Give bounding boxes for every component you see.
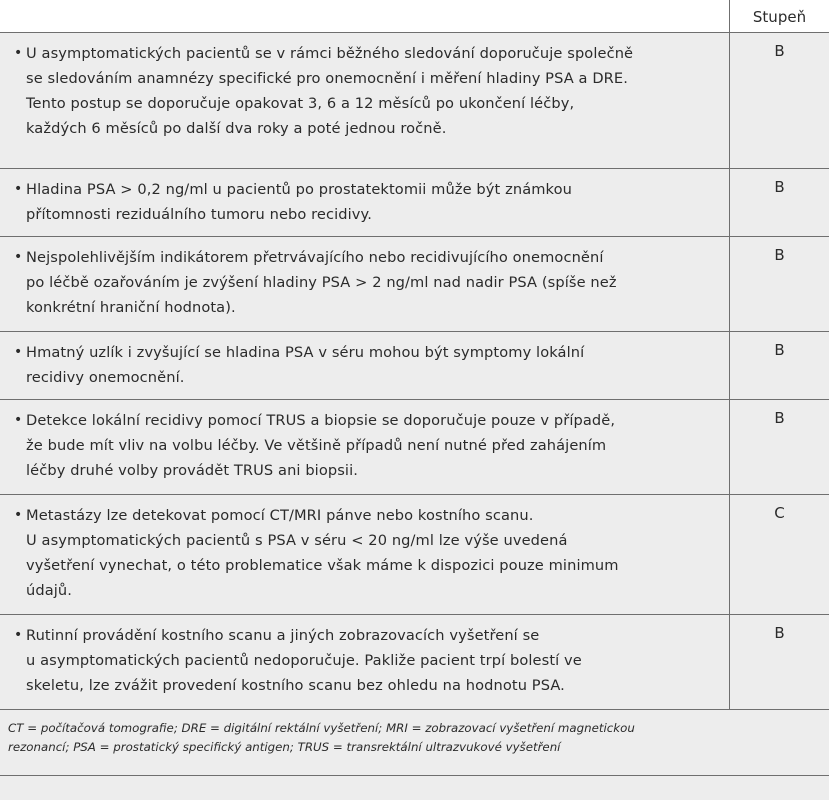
bullet-icon: • bbox=[14, 507, 23, 523]
recommendation-line: že bude mít vliv na volbu léčby. Ve většině případů není nutné před zahájením bbox=[26, 437, 607, 454]
bullet-icon: • bbox=[14, 181, 23, 197]
grade-cell: C bbox=[729, 495, 829, 614]
recommendation-line: Tento postup se doporučuje opakovat 3, 6 a 12 měsíců po ukončení léčby, bbox=[26, 95, 575, 112]
recommendation-line: Detekce lokální recidivy pomocí TRUS a biopsie se doporučuje pouze v případě, bbox=[26, 412, 616, 429]
recommendation-line: Nejspolehlivějším indikátorem přetrvávajícího nebo recidivujícího onemocnění bbox=[26, 249, 604, 266]
grade-column-header: Stupeň bbox=[729, 0, 829, 32]
recommendation-line: U asymptomatických pacientů s PSA v séru < 20 ng/ml lze výše uvedená bbox=[26, 532, 568, 549]
recommendation-line: U asymptomatických pacientů se v rámci běžného sledování doporučuje společně bbox=[26, 45, 634, 62]
table-row bbox=[0, 614, 829, 709]
bullet-icon: • bbox=[14, 45, 23, 61]
recommendation-cell bbox=[0, 237, 729, 331]
grade-cell: B bbox=[729, 33, 829, 168]
recommendation-line: Hmatný uzlík i zvyšující se hladina PSA v séru mohou být symptomy lokální bbox=[26, 344, 585, 361]
recommendation-text bbox=[26, 41, 717, 168]
grade-cell: B bbox=[729, 169, 829, 236]
table-row bbox=[0, 399, 829, 494]
table-header-row bbox=[0, 0, 829, 32]
bullet-icon: • bbox=[14, 249, 23, 265]
recommendation-line: léčby druhé volby provádět TRUS ani biopsii. bbox=[26, 462, 358, 479]
grade-cell: B bbox=[729, 237, 829, 331]
bullet-icon: • bbox=[14, 344, 23, 360]
recommendation-cell bbox=[0, 169, 729, 236]
table-bottom-border bbox=[0, 775, 829, 776]
recommendation-line: se sledováním anamnézy specifické pro onemocnění i měření hladiny PSA a DRE. bbox=[26, 70, 628, 87]
recommendation-line: údajů. bbox=[26, 582, 72, 599]
bullet-icon: • bbox=[14, 627, 23, 643]
recommendation-text bbox=[26, 503, 717, 614]
recommendation-cell bbox=[0, 33, 729, 168]
recommendation-cell bbox=[0, 495, 729, 614]
recommendation-text bbox=[26, 245, 717, 331]
table-row bbox=[0, 331, 829, 399]
header-empty-cell bbox=[0, 0, 729, 32]
grade-cell: B bbox=[729, 615, 829, 709]
recommendation-line: skeletu, lze zvážit provedení kostního scanu bez ohledu na hodnotu PSA. bbox=[26, 677, 565, 694]
recommendation-cell bbox=[0, 332, 729, 399]
grade-cell: B bbox=[729, 400, 829, 494]
recommendation-text bbox=[26, 340, 717, 399]
table-row bbox=[0, 168, 829, 236]
table-row bbox=[0, 494, 829, 614]
grade-cell: B bbox=[729, 332, 829, 399]
recommendations-table bbox=[0, 32, 829, 709]
recommendation-line: konkrétní hraniční hodnota). bbox=[26, 299, 236, 316]
recommendation-line: každých 6 měsíců po další dva roky a poté jednou ročně. bbox=[26, 120, 447, 137]
recommendation-text bbox=[26, 177, 717, 236]
table-row bbox=[0, 32, 829, 168]
recommendation-line: po léčbě ozařováním je zvýšení hladiny PSA > 2 ng/ml nad nadir PSA (spíše než bbox=[26, 274, 617, 291]
table-footnote bbox=[0, 709, 829, 775]
recommendation-line: u asymptomatických pacientů nedoporučuje. Pakliže pacient trpí bolestí ve bbox=[26, 652, 582, 669]
recommendation-line: Hladina PSA > 0,2 ng/ml u pacientů po prostatektomii může být známkou bbox=[26, 181, 572, 198]
recommendation-text bbox=[26, 408, 717, 494]
recommendation-line: Metastázy lze detekovat pomocí CT/MRI pánve nebo kostního scanu. bbox=[26, 507, 534, 524]
recommendation-line: recidivy onemocnění. bbox=[26, 369, 185, 386]
recommendation-line: vyšetření vynechat, o této problematice však máme k dispozici pouze minimum bbox=[26, 557, 619, 574]
recommendation-text bbox=[26, 623, 717, 709]
footnote-line-1: CT = počítačová tomografie; DRE = digitální rektální vyšetření; MRI = zobrazovací vyšetření magnetickou bbox=[8, 721, 635, 735]
recommendation-line: Rutinní provádění kostního scanu a jiných zobrazovacích vyšetření se bbox=[26, 627, 540, 644]
footnote-line-2: rezonancí; PSA = prostatický specifický antigen; TRUS = transrektální ultrazvukové vyšetření bbox=[8, 740, 561, 754]
recommendation-cell bbox=[0, 615, 729, 709]
bullet-icon: • bbox=[14, 412, 23, 428]
recommendation-line: přítomnosti reziduálního tumoru nebo recidivy. bbox=[26, 206, 372, 223]
table-row bbox=[0, 236, 829, 331]
recommendation-cell bbox=[0, 400, 729, 494]
